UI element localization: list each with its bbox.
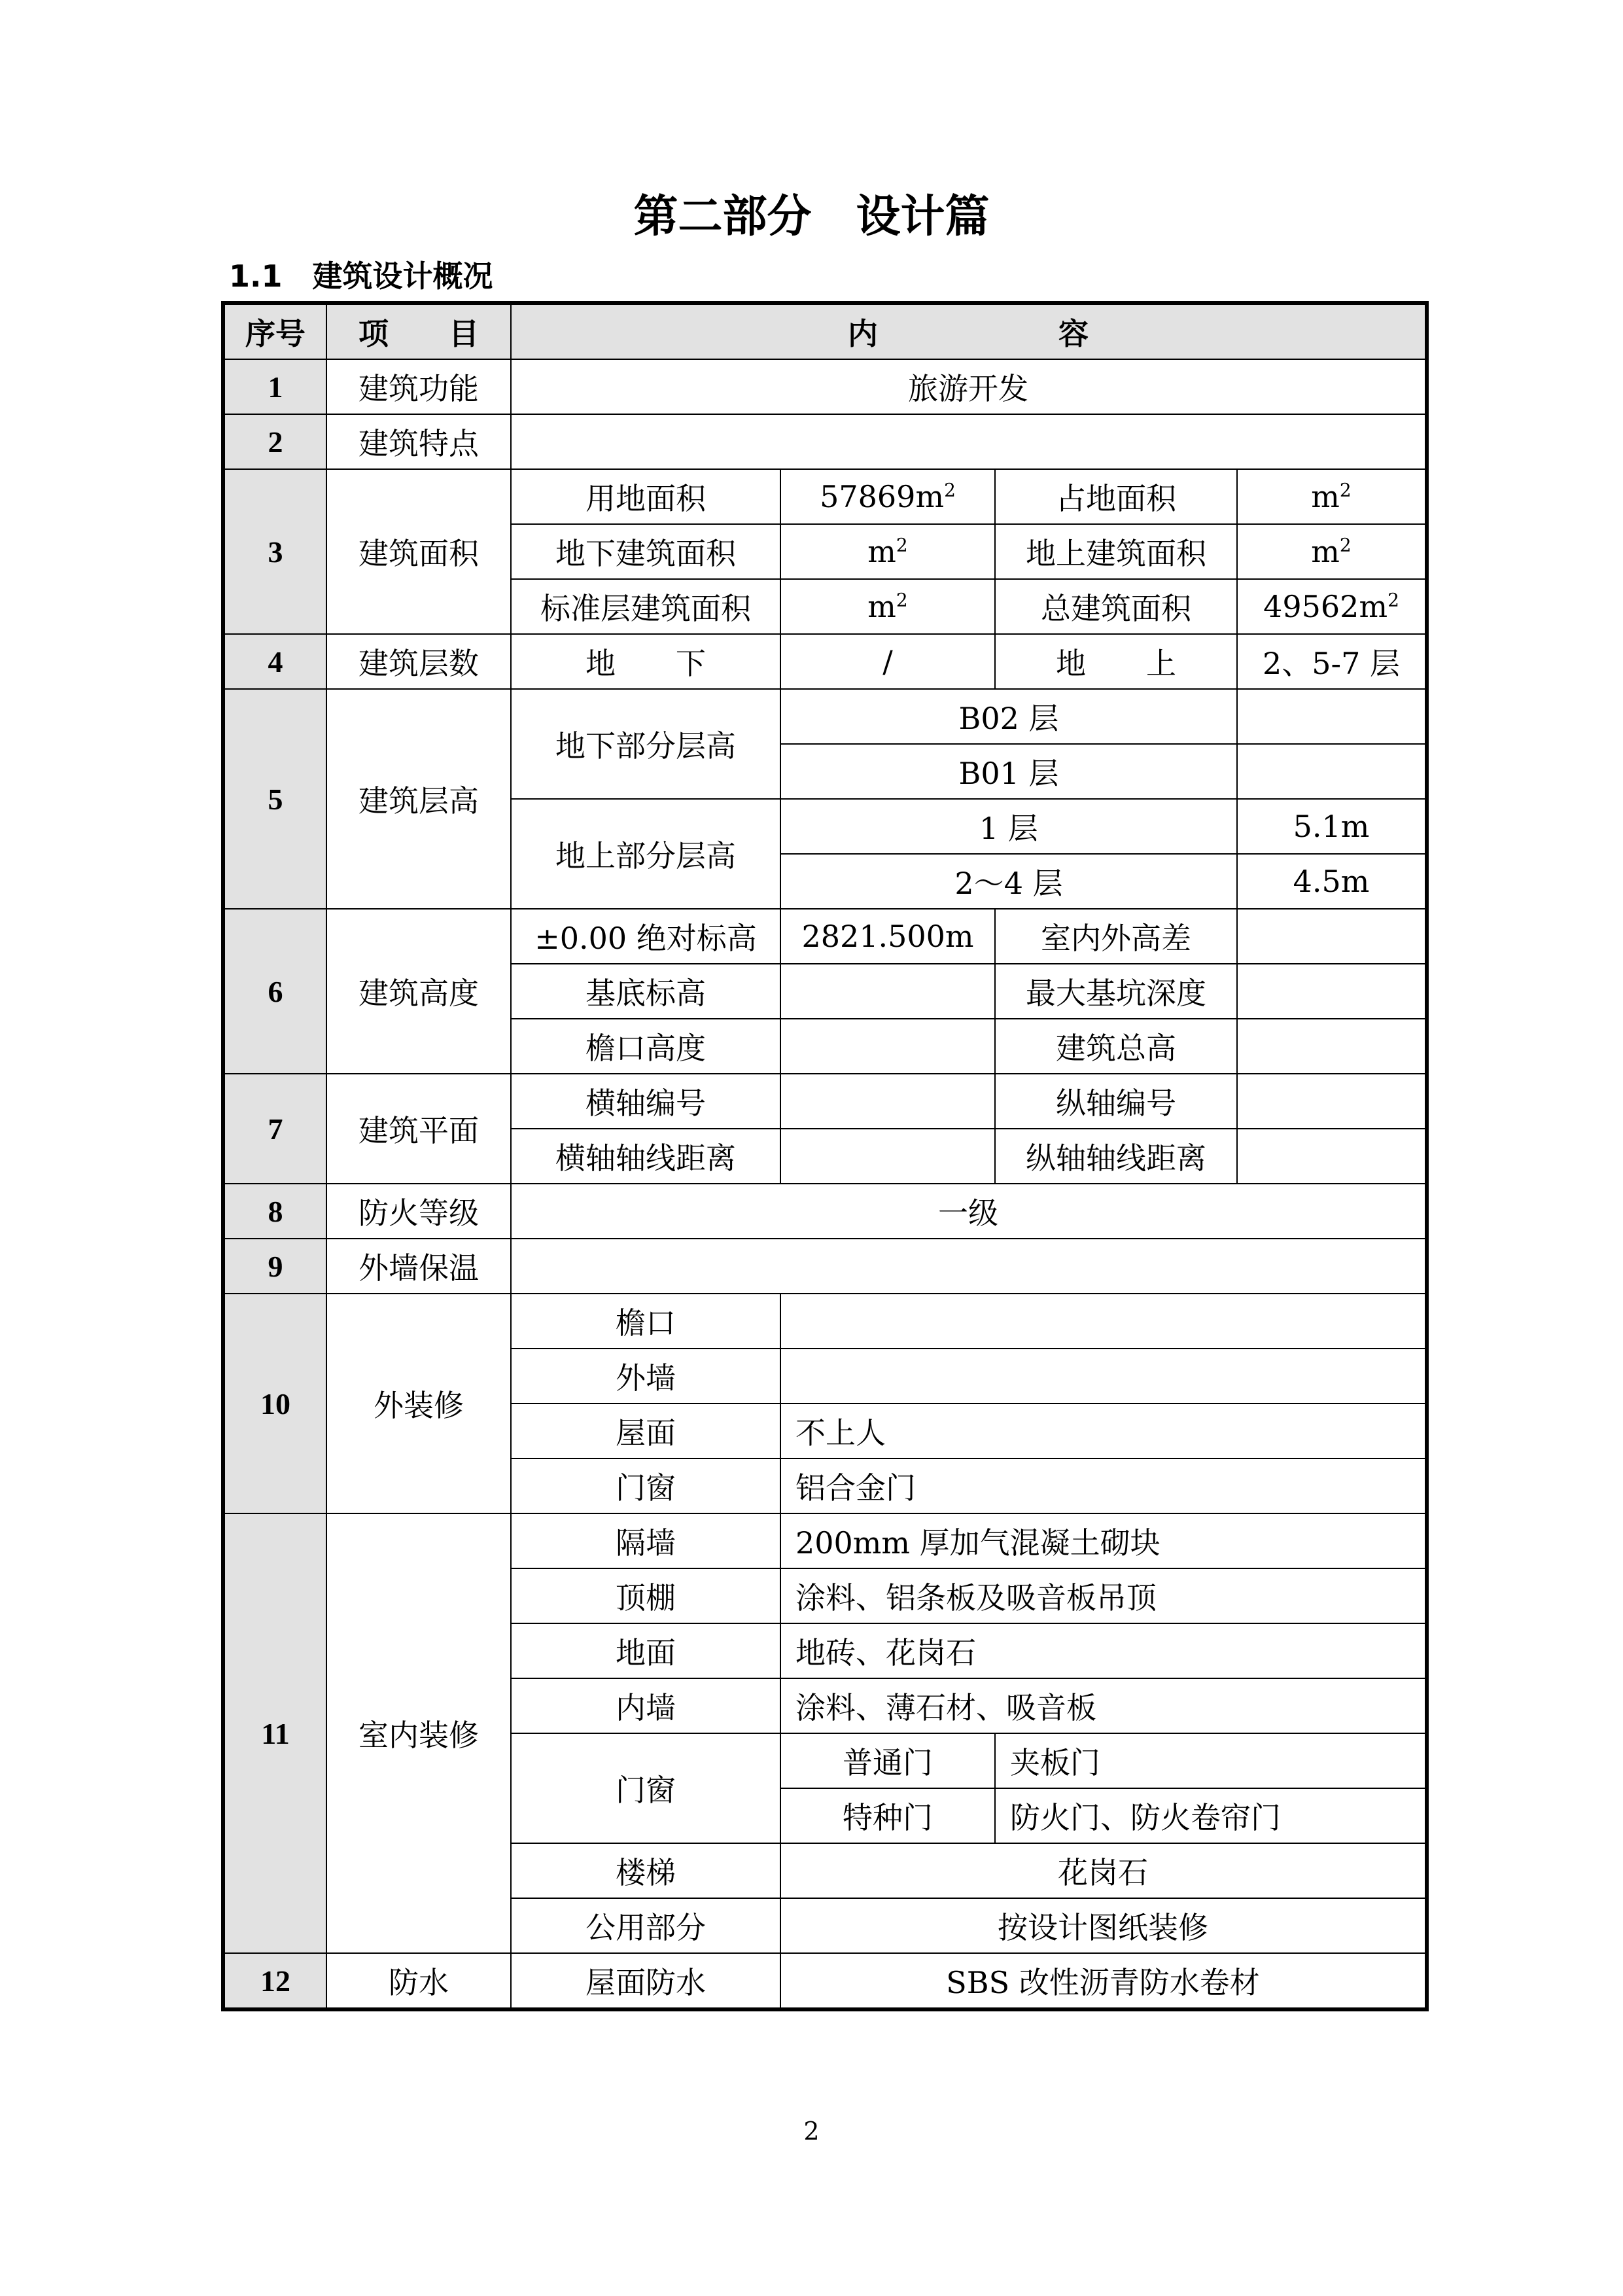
row-no: 4: [223, 634, 326, 689]
row-item: 外装修: [326, 1294, 511, 1513]
cell-value: 5.1m: [1237, 799, 1427, 854]
cell-value: 涂料、薄石材、吸音板: [780, 1678, 1427, 1733]
table-row: [223, 909, 1427, 964]
cell-label: 地 下: [511, 634, 780, 689]
header-content: 内 容: [511, 303, 1427, 359]
table-row: [223, 1184, 1427, 1239]
cell-label: 用地面积: [511, 469, 780, 524]
header-no: 序号: [223, 303, 326, 359]
cell-value: 按设计图纸装修: [780, 1898, 1427, 1953]
cell-value: 2821.500m: [780, 909, 995, 964]
row-no: 7: [223, 1074, 326, 1184]
cell-label: 地下建筑面积: [511, 524, 780, 579]
cell-label: 门窗: [511, 1458, 780, 1513]
row-item: 建筑功能: [326, 359, 511, 414]
cell-value: [780, 964, 995, 1019]
cell-label: 室内外高差: [995, 909, 1237, 964]
cell-label: 地面: [511, 1623, 780, 1678]
cell-value: $57869m^2$: [780, 469, 995, 524]
cell-label: ±0.00 绝对标高: [511, 909, 780, 964]
row-item: 建筑特点: [326, 414, 511, 469]
cell-label: 屋面: [511, 1404, 780, 1458]
row-no: 2: [223, 414, 326, 469]
row-item: 防火等级: [326, 1184, 511, 1239]
cell-label: 基底标高: [511, 964, 780, 1019]
cell-value: 不上人: [780, 1404, 1427, 1458]
row-no: 8: [223, 1184, 326, 1239]
row-no: 6: [223, 909, 326, 1074]
cell-sublabel: 特种门: [780, 1788, 995, 1843]
cell-value: [1237, 689, 1427, 744]
table-row: [223, 689, 1427, 744]
cell-sublabel: 1 层: [780, 799, 1237, 854]
cell-value: 地砖、花岗石: [780, 1623, 1427, 1678]
cell-value: [1237, 909, 1427, 964]
table-row: [223, 1074, 1427, 1129]
cell-label: 占地面积: [995, 469, 1237, 524]
row-value: 旅游开发: [511, 359, 1427, 414]
cell-value: [1237, 1074, 1427, 1129]
cell-value: [1237, 744, 1427, 799]
cell-label: 内墙: [511, 1678, 780, 1733]
cell-value: [780, 1129, 995, 1184]
row-no: 11: [223, 1513, 326, 1953]
row-value: [511, 414, 1427, 469]
table-row: [223, 1239, 1427, 1294]
cell-value: $m^2$: [780, 579, 995, 634]
cell-value: 夹板门: [995, 1733, 1427, 1788]
cell-label: 檐口高度: [511, 1019, 780, 1074]
cell-label: 纵轴编号: [995, 1074, 1237, 1129]
cell-value: $m^2$: [780, 524, 995, 579]
row-item: 建筑层高: [326, 689, 511, 909]
cell-value: SBS 改性沥青防水卷材: [780, 1953, 1427, 2009]
cell-value: 铝合金门: [780, 1458, 1427, 1513]
cell-value: 4.5m: [1237, 854, 1427, 909]
row-value: 一级: [511, 1184, 1427, 1239]
cell-label: 标准层建筑面积: [511, 579, 780, 634]
cell-value: [780, 1019, 995, 1074]
cell-value: $m^2$: [1237, 469, 1427, 524]
row-item: 建筑高度: [326, 909, 511, 1074]
row-no: 1: [223, 359, 326, 414]
row-item: 外墙保温: [326, 1239, 511, 1294]
cell-sublabel: B01 层: [780, 744, 1237, 799]
cell-label: 地 上: [995, 634, 1237, 689]
row-item: 防水: [326, 1953, 511, 2009]
cell-sublabel: 2～4 层: [780, 854, 1237, 909]
cell-value: /: [780, 634, 995, 689]
cell-label: 横轴轴线距离: [511, 1129, 780, 1184]
page-number: 2: [803, 2117, 820, 2146]
cell-label: 顶棚: [511, 1568, 780, 1623]
cell-value: 涂料、铝条板及吸音板吊顶: [780, 1568, 1427, 1623]
table-row: [223, 634, 1427, 689]
row-no: 3: [223, 469, 326, 634]
row-no: 9: [223, 1239, 326, 1294]
table-row: [223, 1513, 1427, 1568]
row-item: 室内装修: [326, 1513, 511, 1953]
cell-sublabel: 普通门: [780, 1733, 995, 1788]
cell-label: 建筑总高: [995, 1019, 1237, 1074]
cell-value: 2、5-7 层: [1237, 634, 1427, 689]
cell-value: $m^2$: [1237, 524, 1427, 579]
cell-value: [1237, 1019, 1427, 1074]
cell-label: 檐口: [511, 1294, 780, 1349]
cell-value: [1237, 1129, 1427, 1184]
cell-label: 门窗: [511, 1733, 780, 1843]
cell-label: 纵轴轴线距离: [995, 1129, 1237, 1184]
page-title: 第二部分 设计篇: [633, 191, 990, 243]
row-item: 建筑平面: [326, 1074, 511, 1184]
cell-value: [1237, 964, 1427, 1019]
cell-label: 公用部分: [511, 1898, 780, 1953]
cell-value: $49562m^2$: [1237, 579, 1427, 634]
cell-value: [780, 1349, 1427, 1404]
section-heading: 1.1 建筑设计概况: [229, 258, 493, 294]
header-item: 项 目: [326, 303, 511, 359]
cell-label: 地上建筑面积: [995, 524, 1237, 579]
row-no: 10: [223, 1294, 326, 1513]
table-row: [223, 359, 1427, 414]
cell-sublabel: B02 层: [780, 689, 1237, 744]
cell-label: 总建筑面积: [995, 579, 1237, 634]
row-no: 5: [223, 689, 326, 909]
design-overview-table: [221, 301, 1429, 2011]
cell-value: 200mm 厚加气混凝土砌块: [780, 1513, 1427, 1568]
cell-label: 最大基坑深度: [995, 964, 1237, 1019]
cell-label: 屋面防水: [511, 1953, 780, 2009]
table-row: [223, 1953, 1427, 2009]
table-row: [223, 469, 1427, 524]
cell-label: 地上部分层高: [511, 799, 780, 909]
cell-value: 花岗石: [780, 1843, 1427, 1898]
row-item: 建筑层数: [326, 634, 511, 689]
cell-label: 横轴编号: [511, 1074, 780, 1129]
row-no: 12: [223, 1953, 326, 2009]
cell-label: 地下部分层高: [511, 689, 780, 799]
table-header-row: [223, 303, 1427, 359]
cell-label: 楼梯: [511, 1843, 780, 1898]
row-item: 建筑面积: [326, 469, 511, 634]
cell-value: [780, 1294, 1427, 1349]
table-row: [223, 1294, 1427, 1349]
cell-label: 隔墙: [511, 1513, 780, 1568]
row-value: [511, 1239, 1427, 1294]
cell-value: [780, 1074, 995, 1129]
cell-label: 外墙: [511, 1349, 780, 1404]
cell-value: 防火门、防火卷帘门: [995, 1788, 1427, 1843]
table-row: [223, 414, 1427, 469]
